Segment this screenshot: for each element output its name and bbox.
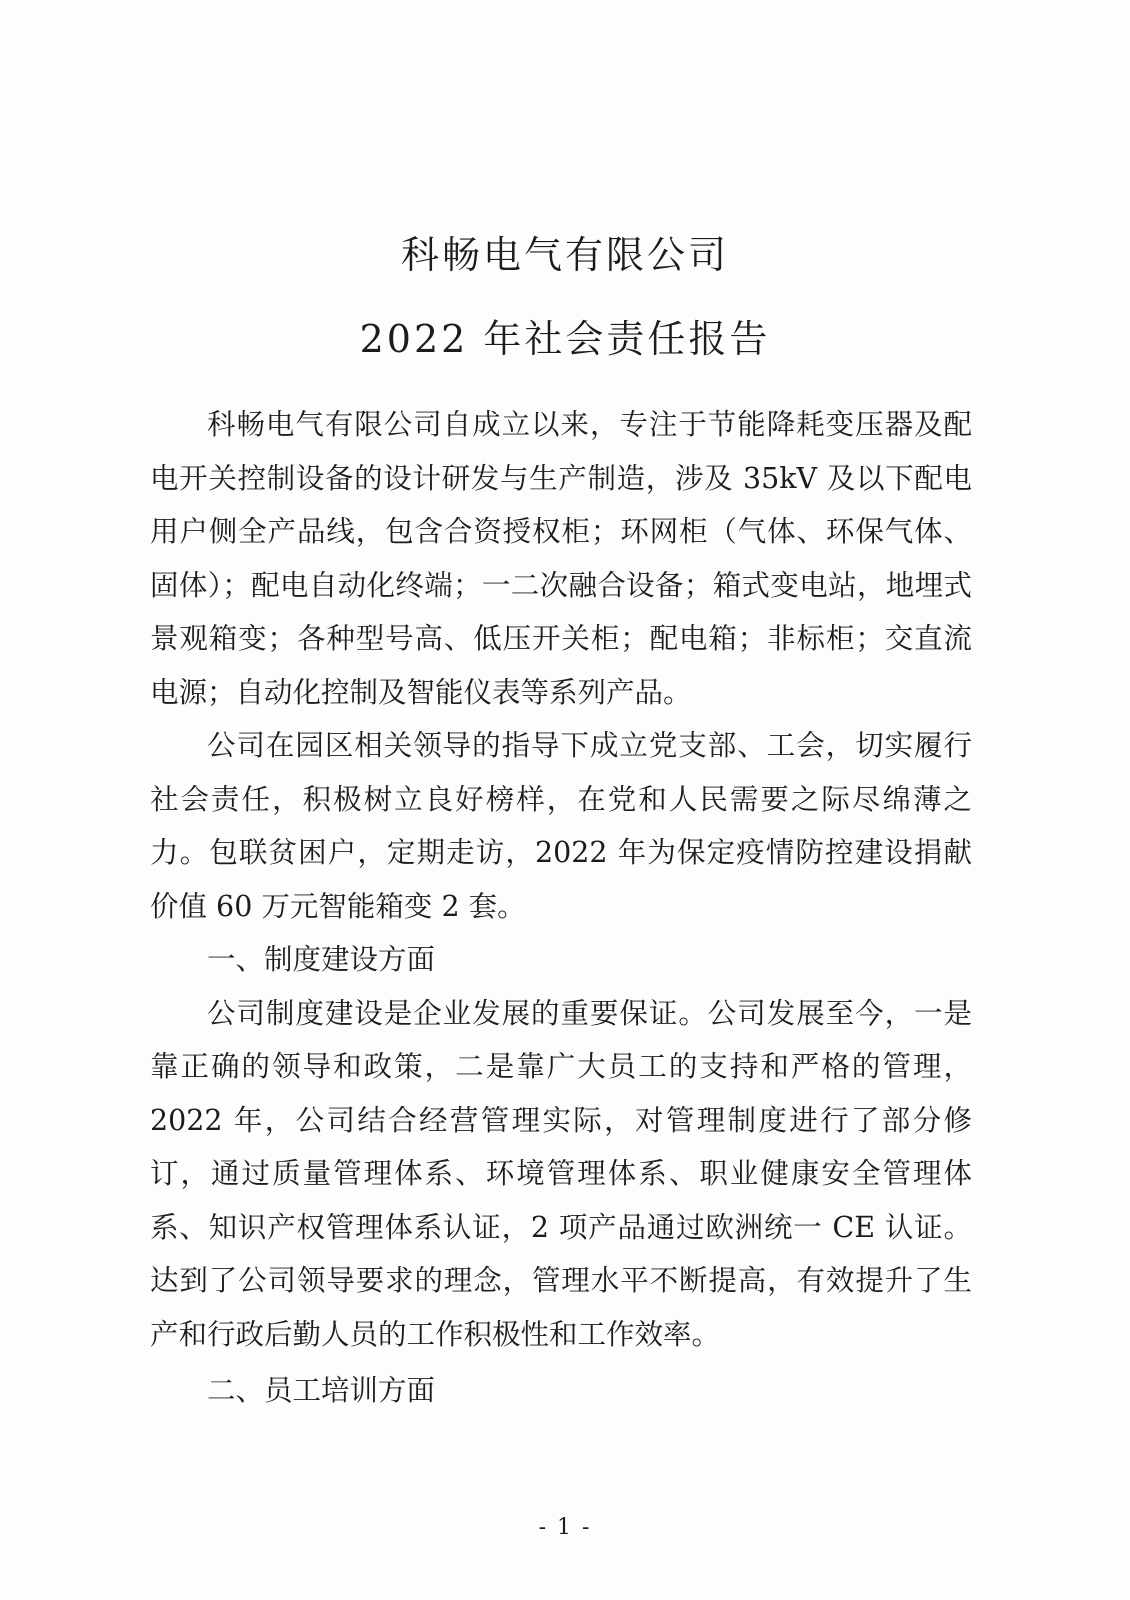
paragraph-company-intro: 科畅电气有限公司自成立以来，专注于节能降耗变压器及配电开关控制设备的设计研发与生产制造，涉及 35kV 及以下配电用户侧全产品线，包含合资授权柜；环网柜（气体、环保气体、固体）；配电自动化终端；一二次融合设备；箱式变电站，地埋式景观箱变；各种型号高、低压开关柜；配电箱；非标柜；交直流电源；自动化控制及智能仪表等系列产品。 bbox=[150, 408, 972, 709]
paragraph-system-building: 公司制度建设是企业发展的重要保证。公司发展至今，一是靠正确的领导和政策，二是靠广大员工的支持和严格的管理，2022 年，公司结合经营管理实际，对管理制度进行了部分修订，通过质量管理体系、环境管理体系、职业健康安全管理体系、知识产权管理体系认证，2 项产品通过欧洲统一 CE 认证。达到了公司领导要求的理念，管理水平不断提高，有效提升了生产和行政后勤人员的工作积极性和工作效率。 bbox=[150, 996, 972, 1351]
document-subtitle: 2022 年社会责任报告 bbox=[359, 317, 771, 361]
document-title: 科畅电气有限公司 bbox=[400, 233, 729, 277]
section-heading-system-building: 一、制度建设方面 bbox=[207, 943, 436, 976]
section-heading-staff-training: 二、员工培训方面 bbox=[207, 1374, 436, 1407]
page-number: - 1 - bbox=[538, 1515, 592, 1540]
document-body bbox=[150, 398, 972, 1418]
paragraph-social-responsibility: 公司在园区相关领导的指导下成立党支部、工会，切实履行社会责任，积极树立良好榜样，在党和人民需要之际尽绵薄之力。包联贫困户，定期走访，2022 年为保定疫情防控建设捐献价值 60 万元智能箱变 2 套。 bbox=[150, 729, 972, 923]
